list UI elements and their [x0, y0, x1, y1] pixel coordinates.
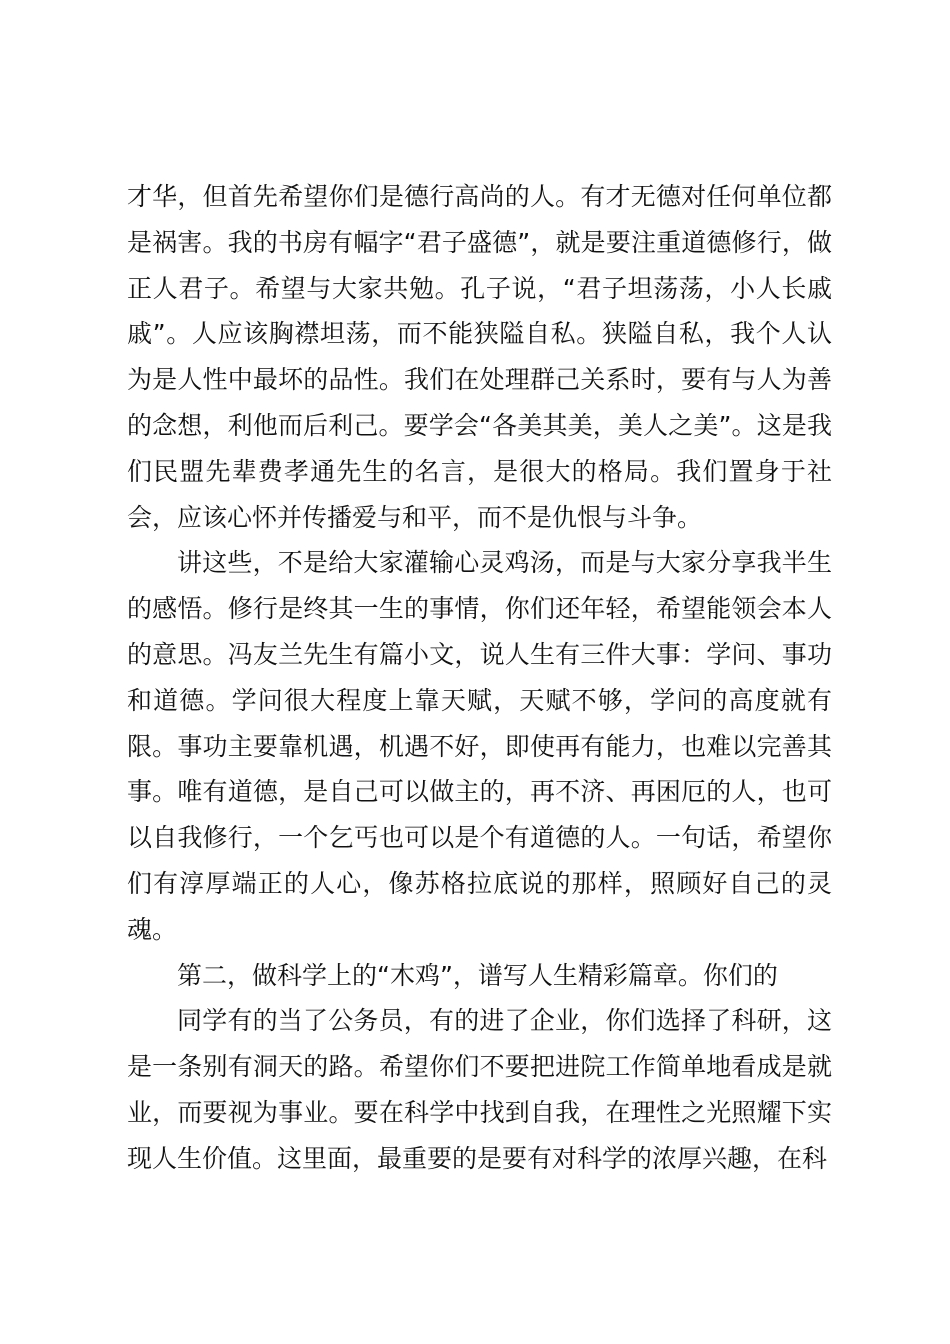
paragraph-section-heading: 第二，做科学上的“木鸡”，谱写人生精彩篇章。你们的 — [177, 960, 778, 990]
paragraph-virtue: 才华，但首先希望你们是德行高尚的人。有才无德对任何单位都是祸害。我的书房有幅字“君子盛德”，就是要注重道德修行，做正人君子。希望与大家共勉。孔子说，“君子坦荡荡，小人长戚戚”。人应该胸襟坦荡，而不能狭隘自私。狭隘自私，我个人认为是人性中最坏的品性。我们在处理群己关系时，要有与人为善的念想，利他而后利己。要学会“各美其美，美人之美”。这是我们民盟先辈费孝通先生的名言，是很大的格局。我们置身于社会，应该心怀并传播爱与和平，而不是仇恨与斗争。 — [127, 182, 832, 532]
paragraph-self-cultivation: 讲这些，不是给大家灌输心灵鸡汤，而是与大家分享我半生的感悟。修行是终其一生的事情，你们还年轻，希望能领会本人的意思。冯友兰先生有篇小文，说人生有三件大事：学问、事功和道德。学问很大程度上靠天赋，天赋不够，学问的高度就有限。事功主要靠机遇，机遇不好，即使再有能力，也难以完善其事。唯有道德，是自己可以做主的，再不济、再困厄的人，也可以自我修行，一个乞丐也可以是个有道德的人。一句话，希望你们有淳厚端正的人心，像苏格拉底说的那样，照顾好自己的灵魂。 — [127, 548, 832, 944]
document-body — [127, 174, 832, 1182]
paragraph-science-career: 同学有的当了公务员，有的进了企业，你们选择了科研，这是一条别有洞天的路。希望你们不要把进院工作简单地看成是就业，而要视为事业。要在科学中找到自我，在理性之光照耀下实现人生价值。这里面，最重要的是要有对科学的浓厚兴趣，在科 — [127, 1006, 832, 1173]
